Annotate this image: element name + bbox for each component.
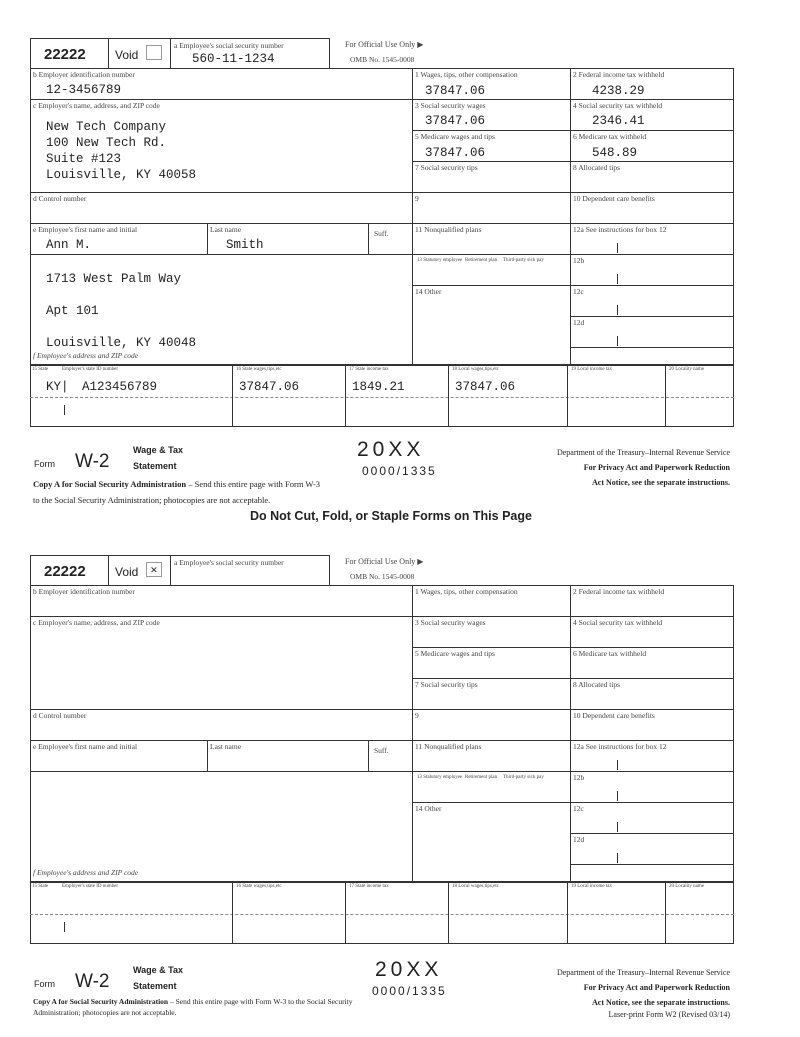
copy-a-text: – Send this entire page with <box>169 997 254 1006</box>
row-line <box>412 99 734 100</box>
row-line <box>412 771 734 772</box>
do-not-cut-notice: Do Not Cut, Fold, or Staple Forms on This Page <box>250 509 532 523</box>
void-checkbox[interactable]: × <box>146 562 162 577</box>
divider <box>232 365 233 427</box>
code-tick <box>617 760 618 770</box>
row-line <box>30 99 412 100</box>
row-line <box>412 223 734 224</box>
box-b19-label: 19 Local income tax <box>571 884 612 889</box>
box-b1-label: 1 Wages, tips, other compensation <box>415 70 518 79</box>
copy-a-instructions <box>33 476 323 508</box>
copy-a-title: Copy A for Social Security Administration <box>33 479 187 489</box>
employee-first-name-label: e Employee's first name and initial <box>33 225 138 234</box>
state-tick <box>64 922 65 932</box>
box-b8-label: 8 Allocated tips <box>573 680 621 689</box>
last-name-label: Last name <box>210 742 242 751</box>
row-line <box>30 254 412 255</box>
suffix-label: Suff. <box>374 746 389 755</box>
main-grid <box>30 585 734 882</box>
omb-number: OMB No. 1545-0008 <box>350 55 415 64</box>
box6-value: 548.89 <box>592 146 638 160</box>
control-code: 22222 <box>44 563 86 580</box>
code-tick <box>617 791 618 801</box>
copy-a-text: page with Form W-3 to the Social Security Administration; <box>33 479 321 505</box>
dashed-line <box>30 914 734 915</box>
box-b12d-label: 12d <box>573 318 585 327</box>
box-b10-label: 10 Dependent care benefits <box>573 711 655 720</box>
divider <box>448 882 449 944</box>
box-b12d-label: 12d <box>573 835 585 844</box>
employer-id-label: b Employer identification number <box>33 587 135 596</box>
state-value: KY| <box>46 380 69 394</box>
code-tick <box>617 274 618 284</box>
box-b17-label: 17 State income tax <box>349 884 389 889</box>
row-line <box>412 709 734 710</box>
address-line: 1713 West Palm Way <box>46 272 182 286</box>
row-line <box>412 254 734 255</box>
box-b12c-label: 12c <box>573 287 584 296</box>
box-b3-label: 3 Social security wages <box>415 618 486 627</box>
employee-first-name-label: e Employee's first name and initial <box>33 742 138 751</box>
box-b20-label: 20 Locality name <box>669 367 704 372</box>
employer-line: New Tech Company <box>46 120 167 134</box>
box-b1-label: 1 Wages, tips, other compensation <box>415 587 518 596</box>
box-b11-label: 11 Nonqualified plans <box>415 742 482 751</box>
employer-line: Suite #123 <box>46 152 122 166</box>
divider <box>567 882 568 944</box>
employer-line: Louisville, KY 40058 <box>46 168 197 182</box>
third-party-sick-pay-label: Third-party sick pay <box>503 258 544 263</box>
box-b2-label: 2 Federal income tax withheld <box>573 70 665 79</box>
box-b12b-label: 12b <box>573 256 585 265</box>
last-name-label: Last name <box>210 225 242 234</box>
box-b17-label: 17 State income tax <box>349 367 389 372</box>
ein-value: 12-3456789 <box>46 83 122 97</box>
divider <box>665 365 666 427</box>
divider <box>170 38 171 69</box>
statement-label: Statement <box>133 981 177 991</box>
retirement-plan-label: Retirement plan <box>465 258 498 263</box>
ssn-value: 560-11-1234 <box>192 52 275 66</box>
address-line: Louisville, KY 40048 <box>46 336 197 350</box>
row-line <box>570 864 734 865</box>
divider <box>570 585 571 882</box>
form-code: 0000/1335 <box>362 464 437 478</box>
code-tick <box>617 853 618 863</box>
divider <box>412 68 413 365</box>
void-label: Void <box>115 48 139 62</box>
form-label: Form <box>34 459 55 469</box>
row-line <box>412 740 734 741</box>
void-checkbox[interactable] <box>146 45 162 60</box>
divider <box>368 223 369 254</box>
code-tick <box>617 305 618 315</box>
control-number-label: d Control number <box>33 194 87 203</box>
irs-department: Department of the Treasury–Internal Revenue Service <box>556 968 730 977</box>
employee-address-label: f Employee's address and ZIP code <box>33 868 139 877</box>
copy-a-text: photocopies are not acceptable. <box>163 495 271 505</box>
box-b2-label: 2 Federal income tax withheld <box>573 587 665 596</box>
employer-id-label: b Employer identification number <box>33 70 135 79</box>
official-use-label: For Official Use Only ▶ <box>345 557 424 566</box>
box-b12a-label: 12a See instructions for box 12 <box>573 742 667 751</box>
ssn-label: a Employee's social security number <box>174 558 284 567</box>
employee-address-label: f Employee's address and ZIP code <box>33 351 139 360</box>
official-use-label: For Official Use Only ▶ <box>345 40 424 49</box>
third-party-sick-pay-label: Third-party sick pay <box>503 775 544 780</box>
irs-department: Department of the Treasury–Internal Revenue Service <box>556 448 730 457</box>
box-b11-label: 11 Nonqualified plans <box>415 225 482 234</box>
statutory-employee-label: 13 Statutory employee <box>417 258 463 263</box>
row-line <box>412 616 734 617</box>
box-b3-label: 3 Social security wages <box>415 101 486 110</box>
dashed-line <box>30 397 734 398</box>
box3-value: 37847.06 <box>425 114 486 128</box>
box-b15id-label: Employer's state ID number <box>62 884 119 889</box>
statement-label: Statement <box>133 461 177 471</box>
state-row <box>30 365 734 427</box>
divider <box>368 740 369 771</box>
divider <box>412 585 413 882</box>
row-line <box>412 802 734 803</box>
row-line <box>412 192 734 193</box>
row-line <box>570 316 734 317</box>
form-w2: W-2 <box>75 451 110 472</box>
code-tick <box>617 336 618 346</box>
box-b18-label: 18 Local wages,tips,etc <box>452 884 499 889</box>
box1-value: 37847.06 <box>425 84 486 98</box>
copy-a-instructions <box>33 996 363 1018</box>
row-line <box>30 771 412 772</box>
box16-value: 37847.06 <box>239 380 300 394</box>
divider <box>232 882 233 944</box>
row-line <box>570 833 734 834</box>
address-line: Apt 101 <box>46 304 99 318</box>
wage-tax-label: Wage & Tax <box>133 445 184 455</box>
year: 20XX <box>357 438 425 461</box>
form-label: Form <box>34 979 55 989</box>
code-tick <box>617 243 618 253</box>
box-b14-label: 14 Other <box>415 804 442 813</box>
retirement-plan-label: Retirement plan <box>465 775 498 780</box>
box-b14-label: 14 Other <box>415 287 442 296</box>
control-number-label: d Control number <box>33 711 87 720</box>
copy-a-text: Form W-3 to the Social Security Administration; photocopies are not acceptable. <box>33 997 353 1017</box>
divider <box>108 555 109 586</box>
divider <box>170 555 171 586</box>
main-grid <box>30 68 734 365</box>
box-b10-label: 10 Dependent care benefits <box>573 194 655 203</box>
row-line <box>30 192 412 193</box>
row-line <box>412 678 734 679</box>
row-line <box>30 616 412 617</box>
void-label: Void <box>115 565 139 579</box>
row-line <box>412 285 734 286</box>
row-line <box>412 130 734 131</box>
state-row <box>30 882 734 944</box>
employer-name-label: c Employer's name, address, and ZIP code <box>33 618 160 627</box>
box5-value: 37847.06 <box>425 146 486 160</box>
employer-line: 100 New Tech Rd. <box>46 136 167 150</box>
privacy-notice-2: Act Notice, see the separate instructions. <box>592 998 730 1007</box>
divider <box>345 882 346 944</box>
box-b16-label: 16 State wages,tips,etc <box>236 884 282 889</box>
ssn-label: a Employee's social security number <box>174 41 284 50</box>
privacy-notice: For Privacy Act and Paperwork Reduction <box>583 463 730 472</box>
first-name-value: Ann M. <box>46 238 92 252</box>
year: 20XX <box>375 958 443 981</box>
row-line <box>570 347 734 348</box>
divider <box>448 365 449 427</box>
laser-print-label: Laser-print Form W2 (Revised 03/14) <box>608 1010 730 1019</box>
box-b4-label: 4 Social security tax withheld <box>573 618 663 627</box>
box-b5-label: 5 Medicare wages and tips <box>415 649 495 658</box>
privacy-notice-2: Act Notice, see the separate instructions. <box>592 478 730 487</box>
box-b15-label: 15 State <box>32 367 49 372</box>
box-b12a-label: 12a See instructions for box 12 <box>573 225 667 234</box>
control-code: 22222 <box>44 46 86 63</box>
divider <box>207 740 208 771</box>
box-b9-label: 9 <box>415 194 419 203</box>
box-b9-label: 9 <box>415 711 419 720</box>
state-tick <box>64 405 65 415</box>
row-line <box>30 709 412 710</box>
divider <box>207 223 208 254</box>
box-b7-label: 7 Social security tips <box>415 163 478 172</box>
omb-number: OMB No. 1545-0008 <box>350 572 415 581</box>
employer-name-label: c Employer's name, address, and ZIP code <box>33 101 160 110</box>
box-b16-label: 16 State wages,tips,etc <box>236 367 282 372</box>
row-line <box>412 161 734 162</box>
divider <box>570 68 571 365</box>
copy-a-title: Copy A for Social Security Administration <box>33 997 169 1006</box>
box-b6-label: 6 Medicare tax withheld <box>573 132 647 141</box>
last-name-value: Smith <box>226 238 264 252</box>
divider <box>567 365 568 427</box>
statutory-employee-label: 13 Statutory employee <box>417 775 463 780</box>
box4-value: 2346.41 <box>592 114 645 128</box>
row-line <box>30 740 412 741</box>
box-b4-label: 4 Social security tax withheld <box>573 101 663 110</box>
privacy-notice: For Privacy Act and Paperwork Reduction <box>583 983 730 992</box>
wage-tax-label: Wage & Tax <box>133 965 184 975</box>
divider <box>665 882 666 944</box>
box-b15-label: 15 State <box>32 884 49 889</box>
box-b5-label: 5 Medicare wages and tips <box>415 132 495 141</box>
box-b12b-label: 12b <box>573 773 585 782</box>
box-b19-label: 19 Local income tax <box>571 367 612 372</box>
box2-value: 4238.29 <box>592 84 645 98</box>
copy-a-text: – Send this entire <box>188 479 248 489</box>
box-b8-label: 8 Allocated tips <box>573 163 621 172</box>
box-b7-label: 7 Social security tips <box>415 680 478 689</box>
row-line <box>412 647 734 648</box>
suffix-label: Suff. <box>374 229 389 238</box>
box-b20-label: 20 Locality name <box>669 884 704 889</box>
form-w2: W-2 <box>75 971 110 992</box>
state-id-value: A123456789 <box>82 380 158 394</box>
code-tick <box>617 822 618 832</box>
box17-value: 1849.21 <box>352 380 405 394</box>
divider <box>345 365 346 427</box>
box18-value: 37847.06 <box>455 380 516 394</box>
row-line <box>30 223 412 224</box>
box-b18-label: 18 Local wages,tips,etc <box>452 367 499 372</box>
box-b12c-label: 12c <box>573 804 584 813</box>
form-code: 0000/1335 <box>372 984 447 998</box>
box-b6-label: 6 Medicare tax withheld <box>573 649 647 658</box>
box-b15id-label: Employer's state ID number <box>62 367 119 372</box>
divider <box>108 38 109 69</box>
